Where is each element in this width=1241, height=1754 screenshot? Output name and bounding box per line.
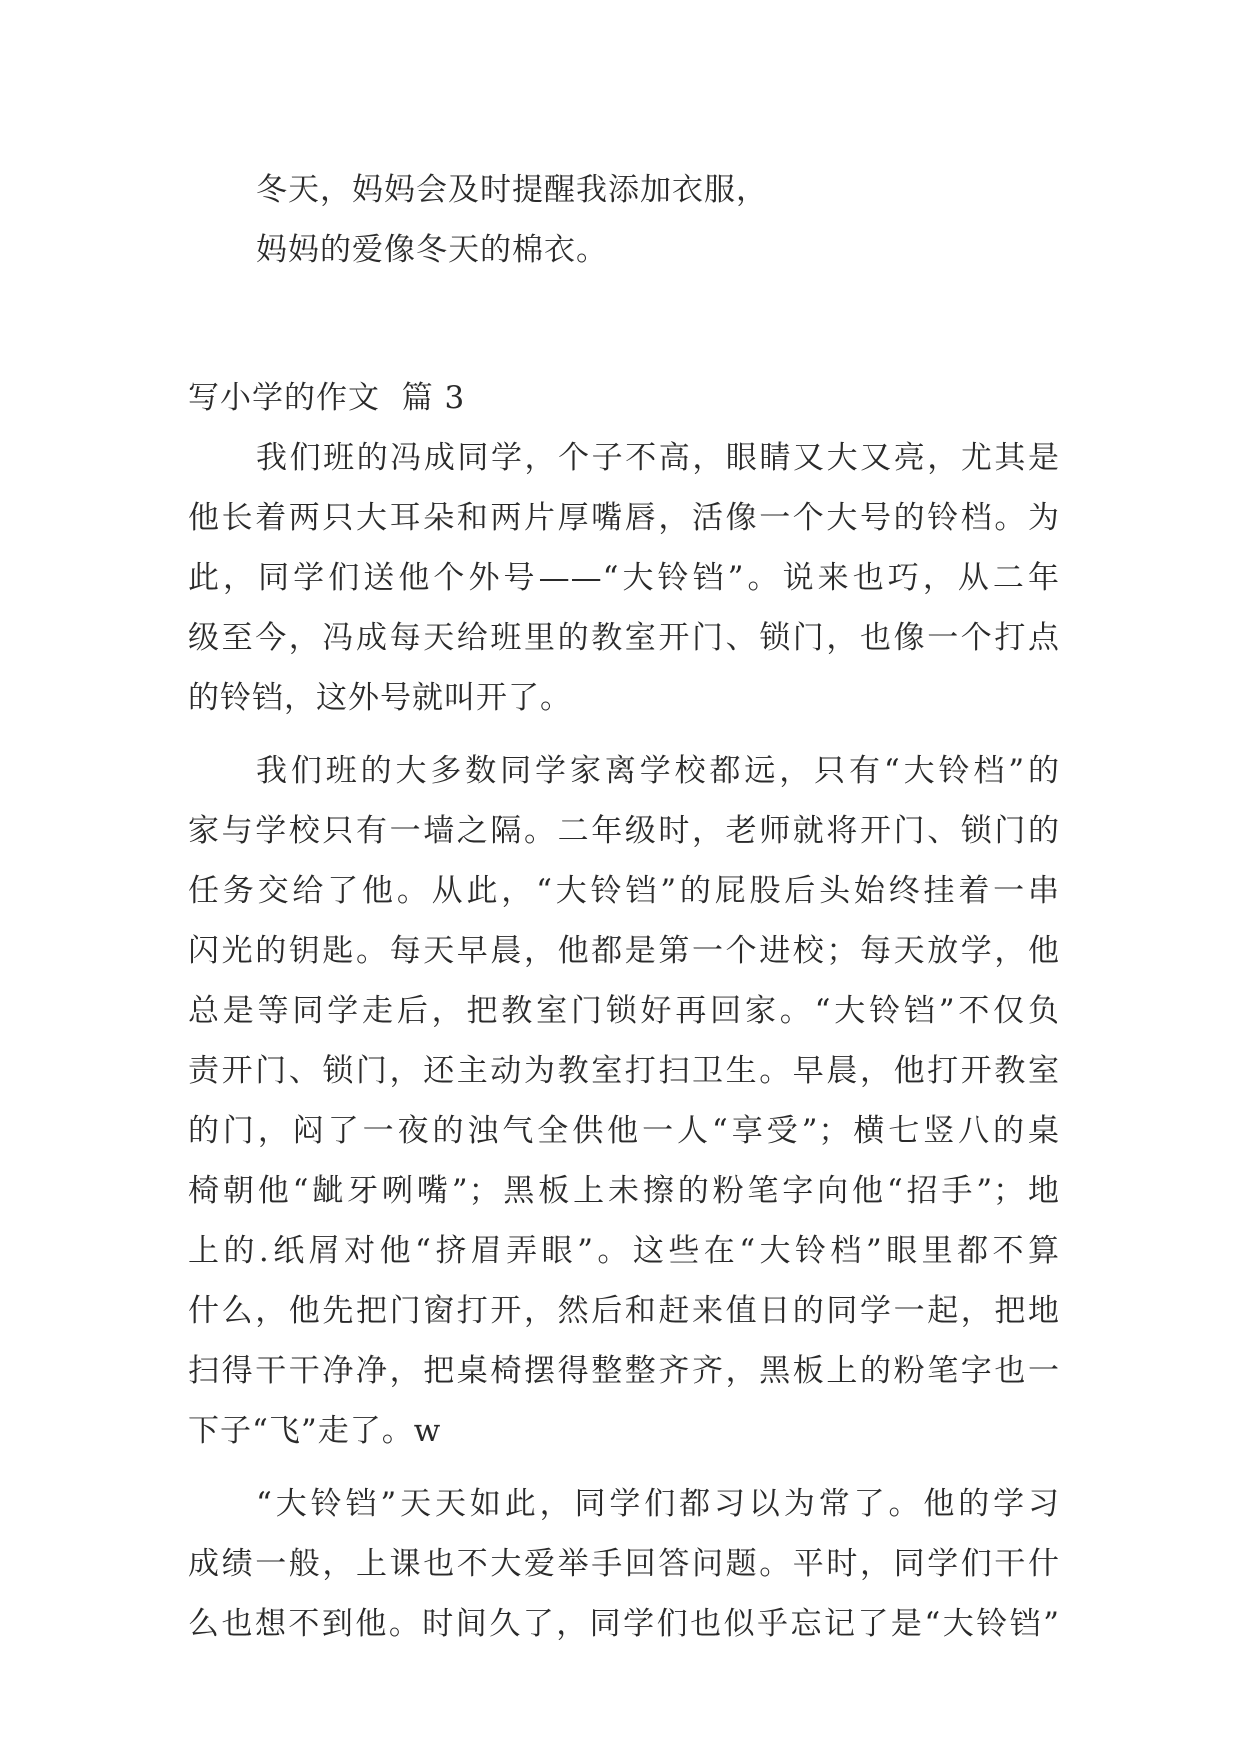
paragraph-line: 的门，闷了一夜的浊气全供他一人“享受”；横七竖八的桌 [188, 1113, 1060, 1149]
paragraph-line: 闪光的钥匙。每天早晨，他都是第一个进校；每天放学，他 [188, 933, 1060, 969]
paragraph-line: 他长着两只大耳朵和两片厚嘴唇，活像一个大号的铃档。为 [188, 500, 1060, 536]
paragraph-line: 任务交给了他。从此，“大铃铛”的屁股后头始终挂着一串 [188, 873, 1060, 909]
paragraph-line: 级至今，冯成每天给班里的教室开门、锁门，也像一个打点 [188, 620, 1060, 656]
paragraph-line: 什么，他先把门窗打开，然后和赶来值日的同学一起，把地 [188, 1293, 1060, 1329]
paragraph-line: 此，同学们送他个外号——“大铃铛”。说来也巧，从二年 [188, 560, 1060, 596]
paragraph [188, 741, 1060, 1461]
paragraph-line: 总是等同学走后，把教室门锁好再回家。“大铃铛”不仅负 [188, 993, 1060, 1029]
poem-line: 妈妈的爱像冬天的棉衣。 [256, 232, 608, 268]
paragraph-line: 椅朝他“龇牙咧嘴”；黑板上未擦的粉笔字向他“招手”；地 [188, 1173, 1060, 1209]
paragraph-line: 我们班的大多数同学家离学校都远，只有“大铃档”的 [256, 753, 1060, 789]
paragraph-line: 下子“飞”走了。w [188, 1413, 442, 1449]
paragraph-line: 成绩一般，上课也不大爱举手回答问题。平时，同学们干什 [188, 1546, 1060, 1582]
paragraph-line: “大铃铛”天天如此，同学们都习以为常了。他的学习 [256, 1486, 1060, 1522]
paragraph-line: 我们班的冯成同学，个子不高，眼睛又大又亮，尤其是 [256, 440, 1060, 476]
paragraph-line: 的铃铛，这外号就叫开了。 [188, 680, 572, 716]
paragraph-line: 上的.纸屑对他“挤眉弄眼”。这些在“大铃档”眼里都不算 [188, 1233, 1060, 1269]
poem-line: 冬天，妈妈会及时提醒我添加衣服， [256, 172, 768, 208]
paragraph-line: 扫得干干净净，把桌椅摆得整整齐齐，黑板上的粉笔字也一 [188, 1353, 1060, 1389]
document-body [188, 160, 1060, 1654]
paragraph-line: 家与学校只有一墙之隔。二年级时，老师就将开门、锁门的 [188, 813, 1060, 849]
poem-block [188, 160, 1060, 280]
paragraph [188, 428, 1060, 728]
paragraph [188, 1474, 1060, 1654]
paragraph-line: 么也想不到他。时间久了，同学们也似乎忘记了是“大铃铛” [188, 1606, 1060, 1642]
paragraph-line: 责开门、锁门，还主动为教室打扫卫生。早晨，他打开教室 [188, 1053, 1060, 1089]
section-title: 写小学的作文 篇 3 [188, 380, 466, 416]
